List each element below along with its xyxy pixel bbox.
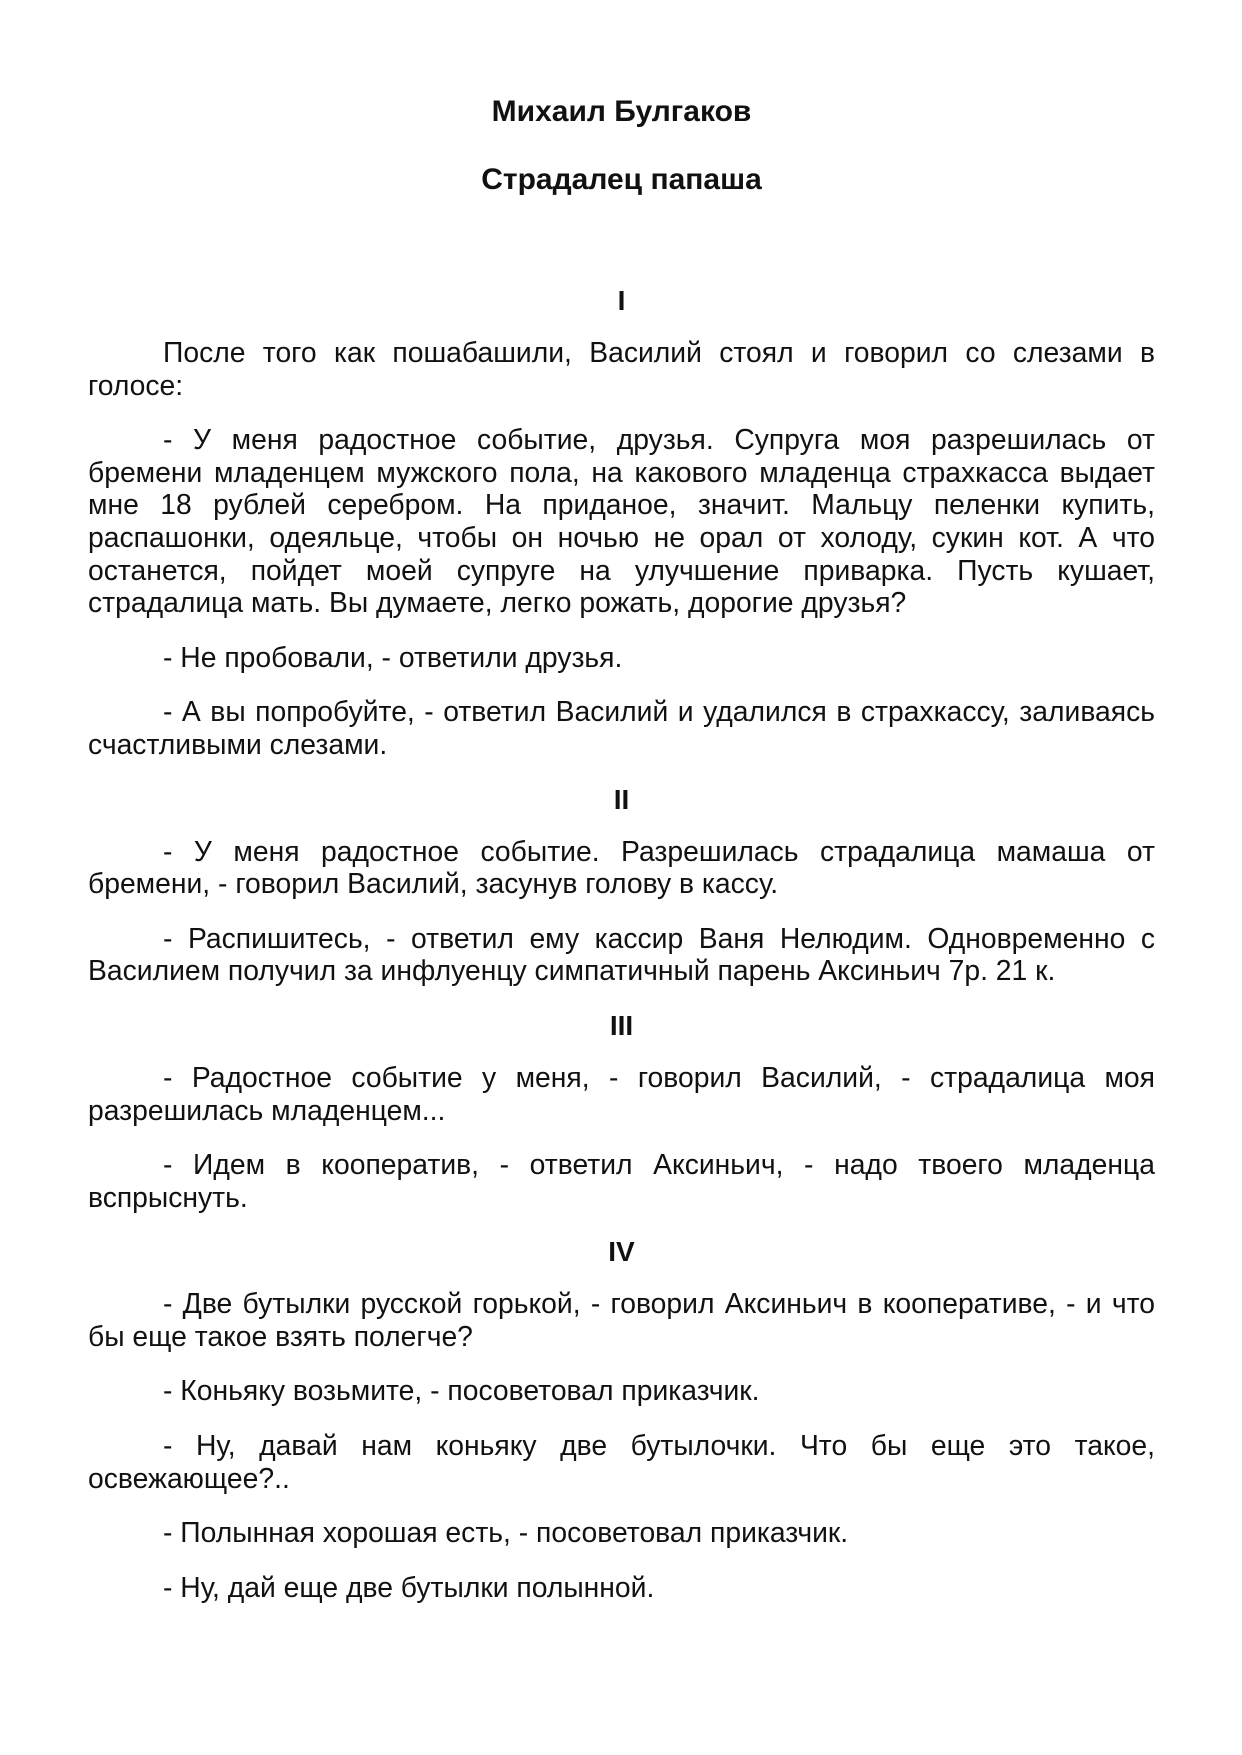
story-title: Страдалец папаша — [481, 163, 762, 196]
paragraph: - У меня радостное событие. Разрешилась страдалица мамаша от бремени, - говорил Василий, засунув голову в кассу. — [88, 834, 1155, 900]
paragraph: - Ну, давай нам коньяку две бутылочки. Что бы еще это такое, освежающее?.. — [88, 1429, 1155, 1494]
paragraph: - Не пробовали, - ответили друзья. — [163, 640, 623, 673]
section-heading: II — [613, 783, 630, 815]
author-name: Михаил Булгаков — [491, 95, 752, 128]
paragraph: - А вы попробуйте, - ответил Василий и удалился в страхкассу, заливаясь счастливыми слезами. — [88, 695, 1155, 760]
section-3 — [88, 1009, 1155, 1213]
section-heading: I — [617, 285, 626, 316]
section-heading: IV — [608, 1236, 635, 1268]
paragraph: - Распишитесь, - ответил ему кассир Ваня Нелюдим. Одновременно с Василием получил за инфлуенцу симпатичный парень Аксиньич 7р. 21 к. — [88, 921, 1155, 987]
paragraph: - Радостное событие у меня, - говорил Василий, - страдалица моя разрешилась младенцем... — [88, 1060, 1155, 1126]
section-4 — [88, 1235, 1155, 1603]
section-1 — [88, 284, 1155, 761]
section-2 — [88, 783, 1155, 987]
paragraph: - Идем в кооператив, - ответил Аксиньич, - надо твоего младенца вспрыснуть. — [88, 1148, 1155, 1213]
paragraph: - Две бутылки русской горькой, - говорил Аксиньич в кооперативе, - и что бы еще такое взять полегче? — [88, 1287, 1155, 1352]
paragraph: - Полынная хорошая есть, - посоветовал приказчик. — [163, 1516, 849, 1549]
paragraph: - У меня радостное событие, друзья. Супруга моя разрешилась от бремени младенцем мужского пола, на какового младенца страхкасса выдает мне 18 рублей серебром. На приданое, значит. Мальцу пеленки купить, распашонки, одеяльце, чтобы он ночью не орал от холоду, сукин кот. А что останется, пойдет моей супруге на улучшение приварка. Пусть кушает, страдалица мать. Вы думаете, легко рожать, дорогие друзья? — [88, 423, 1155, 619]
paragraph: - Коньяку возьмите, - посоветовал приказчик. — [163, 1374, 760, 1407]
paragraph: - Ну, дай еще две бутылки полынной. — [163, 1570, 655, 1603]
paragraph: После того как пошабашили, Василий стоял и говорил со слезами в голосе: — [88, 336, 1155, 401]
section-heading: III — [609, 1009, 634, 1041]
